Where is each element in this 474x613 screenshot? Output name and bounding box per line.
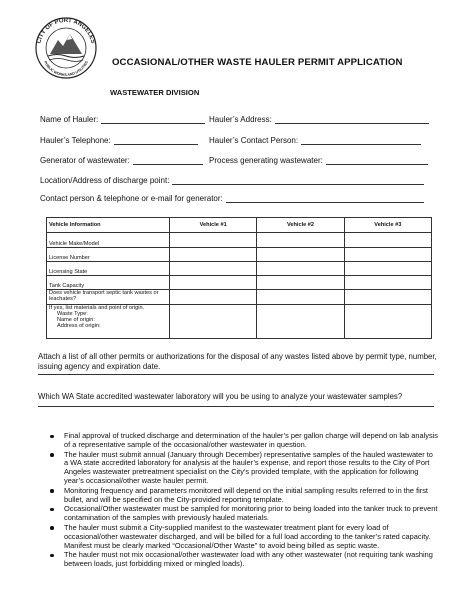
generator-contact-label: Contact person & telephone or e-mail for generator: — [40, 194, 223, 203]
list-item-text: Occasional/Other wastewater must be sampled for monitoring prior to being loaded into the tanker truck to prevent contamination of the samples with previously hauled materials. — [64, 504, 438, 523]
permits-answer-line[interactable] — [38, 374, 434, 375]
generator-label: Generator of wastewater: — [40, 156, 130, 165]
table-row — [47, 276, 432, 290]
process-label: Process generating wastewater: — [209, 156, 323, 165]
header-vehicle-information: Vehicle Information — [47, 218, 170, 233]
list-item-text: The hauler must submit a City-supplied manifest to the wastewater treatment plant for every load of occasional/other wastewater discharged, and will be billed for a full load according to the tanker’s rated capacity. Manifest must be clearly marked “Occasional/Other Waste” to avoid being billed as septic waste. — [64, 522, 431, 550]
logo-bottom-text: PUBLIC WORKS AND UTILITIES — [43, 60, 89, 78]
waste-type-label: Waste Type: — [57, 311, 88, 317]
list-item-text: The hauler must submit annual (January through December) representative samples of the hauled wastewater to a WA state accredited laboratory for analysis at the hauler’s expense, and report those results to the City of Port Angeles wastewater pretreatment specialist on the City’s provided template, with the application for following year’s occasional/other waste hauler permit. — [64, 449, 433, 485]
row-label: Licensing State — [47, 262, 170, 276]
table-cell[interactable] — [344, 248, 431, 262]
list-item-text: Monitoring frequency and parameters monitored will depend on the initial sampling results referred to in the first bullet, and will be specified on the City-provided reporting template. — [64, 485, 428, 504]
discharge-location-field[interactable] — [40, 176, 424, 185]
table-cell[interactable] — [257, 305, 344, 339]
name-of-origin-label: Name of origin: — [57, 317, 95, 323]
header-vehicle-1: Vehicle #1 — [170, 218, 257, 233]
table-cell[interactable] — [170, 233, 257, 248]
table-cell[interactable] — [344, 290, 431, 305]
list-item — [48, 524, 438, 550]
hauler-telephone-input[interactable] — [114, 136, 198, 145]
hauler-name-input[interactable] — [101, 115, 205, 124]
permits-paragraph: Attach a list of all other permits or authorizations for the disposal of any wastes listed above by permit type, number, issuing agency and expiration date. — [38, 352, 437, 371]
generator-contact-field[interactable] — [40, 194, 424, 203]
bullet-icon — [50, 554, 54, 558]
table-cell[interactable] — [344, 276, 431, 290]
origin-info-cell — [47, 305, 170, 339]
table-row — [47, 233, 432, 248]
bullet-icon — [50, 435, 54, 439]
table-cell[interactable] — [344, 305, 431, 339]
city-seal-logo — [30, 10, 102, 80]
header-vehicle-2: Vehicle #2 — [257, 218, 344, 233]
requirements-list — [48, 432, 438, 570]
table-row — [47, 262, 432, 276]
table-cell[interactable] — [170, 262, 257, 276]
row-label: If yes, list materials and point of origin. — [49, 305, 145, 311]
bullet-icon — [50, 526, 54, 530]
list-item-text: Final approval of trucked discharge and determination of the hauler’s per gallon charge will depend on lab analysis of a representative sample of the occasional/other wastewater in question. — [64, 431, 439, 449]
table-cell[interactable] — [344, 233, 431, 248]
hauler-name-label: Name of Hauler: — [40, 115, 99, 124]
table-cell[interactable] — [257, 233, 344, 248]
table-cell[interactable] — [257, 248, 344, 262]
hauler-telephone-label: Hauler’s Telephone: — [40, 136, 111, 145]
hauler-address-label: Hauler’s Address: — [209, 115, 272, 124]
table-cell[interactable] — [257, 290, 344, 305]
list-item — [48, 432, 438, 450]
table-header-row — [47, 218, 432, 233]
hauler-contact-input[interactable] — [301, 136, 421, 145]
logo-arc-text: CITY OF PORT ANGELES — [36, 17, 96, 45]
discharge-location-label: Location/Address of discharge point: — [40, 176, 170, 185]
generator-input[interactable] — [133, 156, 203, 165]
table-row — [47, 290, 432, 305]
process-input[interactable] — [326, 156, 428, 165]
svg-text:PUBLIC WORKS AND UTILITIES — [43, 60, 89, 77]
bullet-icon — [50, 453, 54, 457]
vehicle-information-table — [46, 217, 432, 339]
svg-text:CITY OF PORT ANGELES — [36, 18, 95, 44]
generator-contact-input[interactable] — [226, 194, 424, 203]
table-cell[interactable] — [344, 262, 431, 276]
lab-answer-line[interactable] — [38, 406, 434, 407]
header-vehicle-3: Vehicle #3 — [344, 218, 431, 233]
table-row — [47, 248, 432, 262]
hauler-contact-label: Hauler’s Contact Person: — [209, 136, 299, 145]
table-cell[interactable] — [170, 248, 257, 262]
division-heading: WASTEWATER DIVISION — [110, 88, 200, 97]
address-of-origin-label: Address of origin: — [57, 323, 101, 329]
bullet-icon — [50, 508, 54, 512]
list-item — [48, 551, 438, 569]
table-row — [47, 305, 432, 339]
bullet-icon — [50, 489, 54, 493]
discharge-location-input[interactable] — [172, 176, 424, 185]
table-cell[interactable] — [170, 276, 257, 290]
generator-field[interactable] — [40, 156, 203, 165]
hauler-telephone-field[interactable] — [40, 136, 198, 145]
list-item-text: The hauler must not mix occasional/other wastewater load with any other wastewater (not requiring tank washing between loads, just forbidding mixed or mingled loads). — [64, 550, 433, 569]
table-cell[interactable] — [170, 305, 257, 339]
hauler-contact-field[interactable] — [209, 136, 421, 145]
table-cell[interactable] — [257, 276, 344, 290]
process-field[interactable] — [209, 156, 428, 165]
hauler-address-field[interactable] — [209, 115, 429, 124]
list-item — [48, 505, 438, 523]
form-title: OCCASIONAL/OTHER WASTE HAULER PERMIT APPLICATION — [112, 57, 403, 68]
lab-question: Which WA State accredited wastewater laboratory will you be using to analyze your wastewater samples? — [38, 392, 403, 401]
table-cell[interactable] — [170, 290, 257, 305]
hauler-address-input[interactable] — [275, 115, 429, 124]
hauler-name-field[interactable] — [40, 115, 205, 124]
list-item — [48, 451, 438, 486]
row-label: Vehicle Make/Model — [47, 233, 170, 248]
table-cell[interactable] — [257, 262, 344, 276]
row-label: License Number — [47, 248, 170, 262]
list-item — [48, 487, 438, 505]
row-label: Does vehicle transport septic tank wastes or leachates? — [47, 290, 170, 305]
row-label: Tank Capacity — [47, 276, 170, 290]
